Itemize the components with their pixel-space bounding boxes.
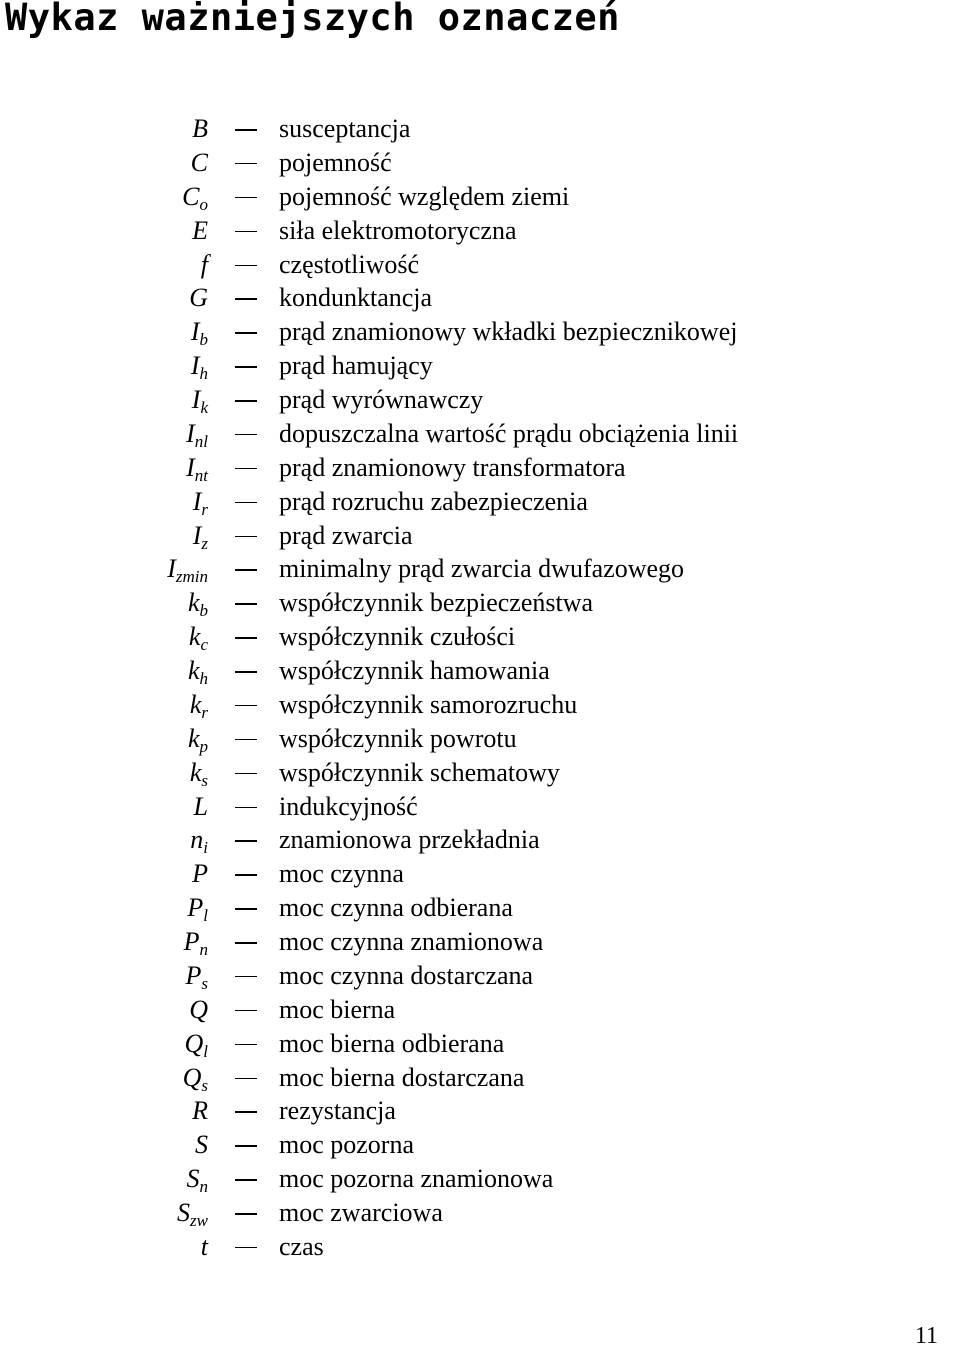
symbol-subscript: s [201, 1075, 208, 1095]
page-title: Wykaz ważniejszych oznaczeń [5, 0, 620, 39]
symbol-subscript: l [203, 1041, 208, 1061]
symbol-description: prąd wyrównawczy [279, 385, 484, 414]
symbol-base: I [186, 418, 195, 448]
symbol-subscript: k [200, 398, 208, 417]
dash-separator [235, 637, 257, 639]
dash-separator [235, 502, 257, 504]
symbol-base: P [183, 927, 200, 956]
symbol-description: kondunktancja [279, 283, 433, 313]
symbol-description: współczynnik hamowania [279, 656, 550, 685]
symbol-entry [0, 485, 960, 519]
dash-separator [235, 231, 257, 233]
symbol-base: k [187, 723, 200, 753]
dash-separator [235, 434, 257, 436]
page-number: 11 [914, 1323, 938, 1349]
symbol-description: współczynnik czułości [279, 622, 516, 652]
symbol-base: B [192, 114, 208, 143]
dash-separator [235, 129, 257, 131]
symbol-list [0, 112, 960, 1264]
dash-separator [235, 536, 257, 538]
symbol-description: minimalny prąd zwarcia dwufazowego [279, 554, 685, 584]
symbol-base: I [190, 351, 200, 381]
symbol [201, 248, 208, 282]
symbol-base: I [186, 452, 195, 482]
symbol-description: rezystancja [279, 1096, 396, 1126]
symbol-entry [0, 180, 960, 214]
symbol-entry [0, 1128, 960, 1162]
dash-separator [235, 1044, 257, 1046]
symbol-entry [0, 823, 960, 857]
symbol-base: P [187, 893, 204, 923]
symbol-description: indukcyjność [279, 791, 418, 821]
symbol-base: Q [189, 994, 208, 1024]
symbol-description: moc czynna dostarczana [279, 960, 534, 990]
symbol-entry [0, 925, 960, 959]
symbol-entry [0, 383, 960, 417]
symbol [192, 112, 208, 146]
symbol-entry [0, 248, 960, 282]
symbol-description: prąd znamionowy wkładki bezpiecznikowej [279, 317, 738, 347]
dash-separator [235, 840, 257, 842]
symbol-subscript: p [199, 736, 208, 756]
symbol-subscript: h [199, 364, 208, 384]
symbol-base: E [192, 215, 208, 245]
symbol-entry [0, 552, 960, 586]
symbol-description: dopuszczalna wartość prądu obciążenia linii [279, 418, 739, 448]
dash-separator [235, 265, 257, 267]
dash-separator [235, 163, 257, 165]
symbol-entry [0, 756, 960, 790]
symbol-base: C [190, 147, 208, 177]
dash-separator [235, 874, 257, 876]
symbol-description: współczynnik bezpieczeństwa [279, 588, 594, 618]
symbol-entry [0, 1061, 960, 1095]
symbol-description: prąd rozruchu zabezpieczenia [279, 486, 588, 516]
symbol-entry [0, 959, 960, 993]
symbol [195, 1128, 208, 1162]
symbol-subscript: b [199, 601, 208, 621]
symbol-base: S [186, 1164, 200, 1194]
symbol-subscript: o [199, 194, 208, 214]
symbol-base: k [187, 588, 200, 618]
symbol [192, 214, 208, 248]
dash-separator [235, 1247, 257, 1249]
symbol-base: C [182, 181, 200, 211]
symbol-subscript: n [199, 1177, 208, 1197]
dash-separator [235, 569, 257, 571]
symbol-base: f [200, 249, 208, 279]
dash-separator [235, 739, 257, 741]
symbol-entry [0, 349, 960, 383]
symbol-entry [0, 451, 960, 485]
symbol-base: I [190, 317, 200, 347]
symbol-subscript: r [201, 499, 208, 519]
symbol [194, 790, 208, 824]
symbol-entry [0, 993, 960, 1027]
symbol-description: współczynnik samorozruchu [279, 689, 578, 719]
dash-separator [235, 942, 257, 944]
symbol-base: I [167, 554, 176, 584]
symbol-description: moc pozorna znamionowa [279, 1164, 554, 1194]
dash-separator [235, 1145, 257, 1147]
dash-separator [235, 1213, 257, 1215]
dash-separator [235, 908, 257, 910]
symbol-base: k [188, 622, 201, 652]
symbol-base: t [200, 1231, 208, 1261]
symbol-subscript: zw [190, 1211, 208, 1230]
symbol-entry [0, 688, 960, 722]
symbol-subscript: nl [194, 431, 208, 451]
symbol-subscript: zmin [175, 567, 208, 587]
dash-separator [235, 671, 257, 673]
symbol-description: moc czynna znamionowa [279, 927, 544, 956]
symbol-description: prąd hamujący [279, 351, 433, 381]
symbol-description: znamionowa przekładnia [279, 825, 540, 855]
symbol-description: susceptancja [279, 114, 411, 143]
dash-separator [235, 705, 257, 707]
symbol-subscript: i [203, 838, 208, 858]
symbol-description: prąd znamionowy transformatora [279, 452, 626, 482]
symbol-base: P [185, 960, 202, 990]
symbol-entry [0, 857, 960, 891]
symbol-subscript: s [201, 973, 208, 993]
symbol-entry [0, 417, 960, 451]
symbol-subscript: b [199, 330, 208, 350]
symbol [192, 857, 208, 891]
dash-separator [235, 197, 257, 199]
symbol-entry [0, 281, 960, 315]
symbol-base: k [189, 689, 202, 719]
symbol-description: moc bierna odbierana [279, 1028, 505, 1058]
symbol-base: P [192, 859, 208, 889]
symbol-base: I [191, 385, 201, 414]
dash-separator [235, 773, 257, 775]
symbol [192, 1094, 208, 1128]
symbol-subscript: l [203, 906, 208, 926]
symbol-entry [0, 891, 960, 925]
symbol-subscript: z [201, 533, 208, 553]
symbol-entry [0, 1230, 960, 1264]
symbol-subscript: nt [194, 465, 208, 485]
symbol-description: pojemność względem ziemi [279, 181, 570, 211]
symbol-base: Q [182, 1062, 202, 1092]
symbol-entry [0, 519, 960, 553]
symbol-base: G [189, 283, 208, 313]
symbol-entry [0, 1027, 960, 1061]
dash-separator [235, 807, 257, 809]
symbol-base: I [192, 486, 202, 516]
symbol-entry [0, 1094, 960, 1128]
symbol-subscript: s [201, 770, 208, 790]
dash-separator [235, 332, 257, 334]
symbol-base: I [192, 520, 202, 550]
symbol [201, 1230, 208, 1264]
symbol-description: prąd zwarcia [279, 520, 413, 550]
dash-separator [235, 1010, 257, 1012]
symbol-entry [0, 146, 960, 180]
symbol-entry [0, 722, 960, 756]
symbol-description: siła elektromotoryczna [279, 215, 517, 245]
symbol-subscript: r [201, 702, 208, 722]
dash-separator [235, 976, 257, 978]
symbol-description: czas [279, 1231, 324, 1261]
symbol [191, 146, 208, 180]
symbol-description: moc czynna odbierana [279, 893, 513, 923]
dash-separator [235, 366, 257, 368]
symbol-base: S [177, 1198, 191, 1227]
dash-separator [235, 603, 257, 605]
dash-separator [235, 1111, 257, 1113]
symbol-entry [0, 1162, 960, 1196]
symbol-entry [0, 1196, 960, 1230]
symbol-description: współczynnik powrotu [279, 723, 517, 753]
dash-separator [235, 400, 257, 402]
symbol-base: Q [184, 1028, 204, 1058]
symbol-base: R [192, 1096, 208, 1126]
symbol-entry [0, 112, 960, 146]
symbol-description: moc zwarciowa [279, 1198, 443, 1227]
dash-separator [235, 1078, 257, 1080]
dash-separator [235, 1179, 257, 1181]
symbol-description: pojemność [279, 147, 392, 177]
symbol-description: moc bierna dostarczana [279, 1062, 525, 1092]
symbol-subscript: c [200, 635, 208, 655]
symbol-entry [0, 315, 960, 349]
symbol-subscript: n [199, 940, 208, 959]
symbol-base: n [190, 825, 204, 855]
symbol-entry [0, 654, 960, 688]
symbol-base: S [195, 1130, 208, 1160]
symbol-description: współczynnik schematowy [279, 757, 560, 787]
symbol-base: k [189, 757, 202, 787]
symbol-entry [0, 790, 960, 824]
symbol-description: moc bierna [279, 994, 396, 1024]
symbol-description: moc pozorna [279, 1130, 415, 1160]
symbol-base: L [193, 791, 208, 821]
symbol-description: moc czynna [279, 859, 404, 889]
symbol-description: częstotliwość [279, 249, 420, 279]
dash-separator [235, 468, 257, 470]
symbol-entry [0, 620, 960, 654]
symbol-subscript: h [199, 669, 208, 688]
symbol-entry [0, 586, 960, 620]
symbol-base: k [187, 656, 200, 685]
symbol [189, 281, 208, 315]
dash-separator [235, 298, 257, 300]
symbol [189, 993, 208, 1027]
symbol-entry [0, 214, 960, 248]
